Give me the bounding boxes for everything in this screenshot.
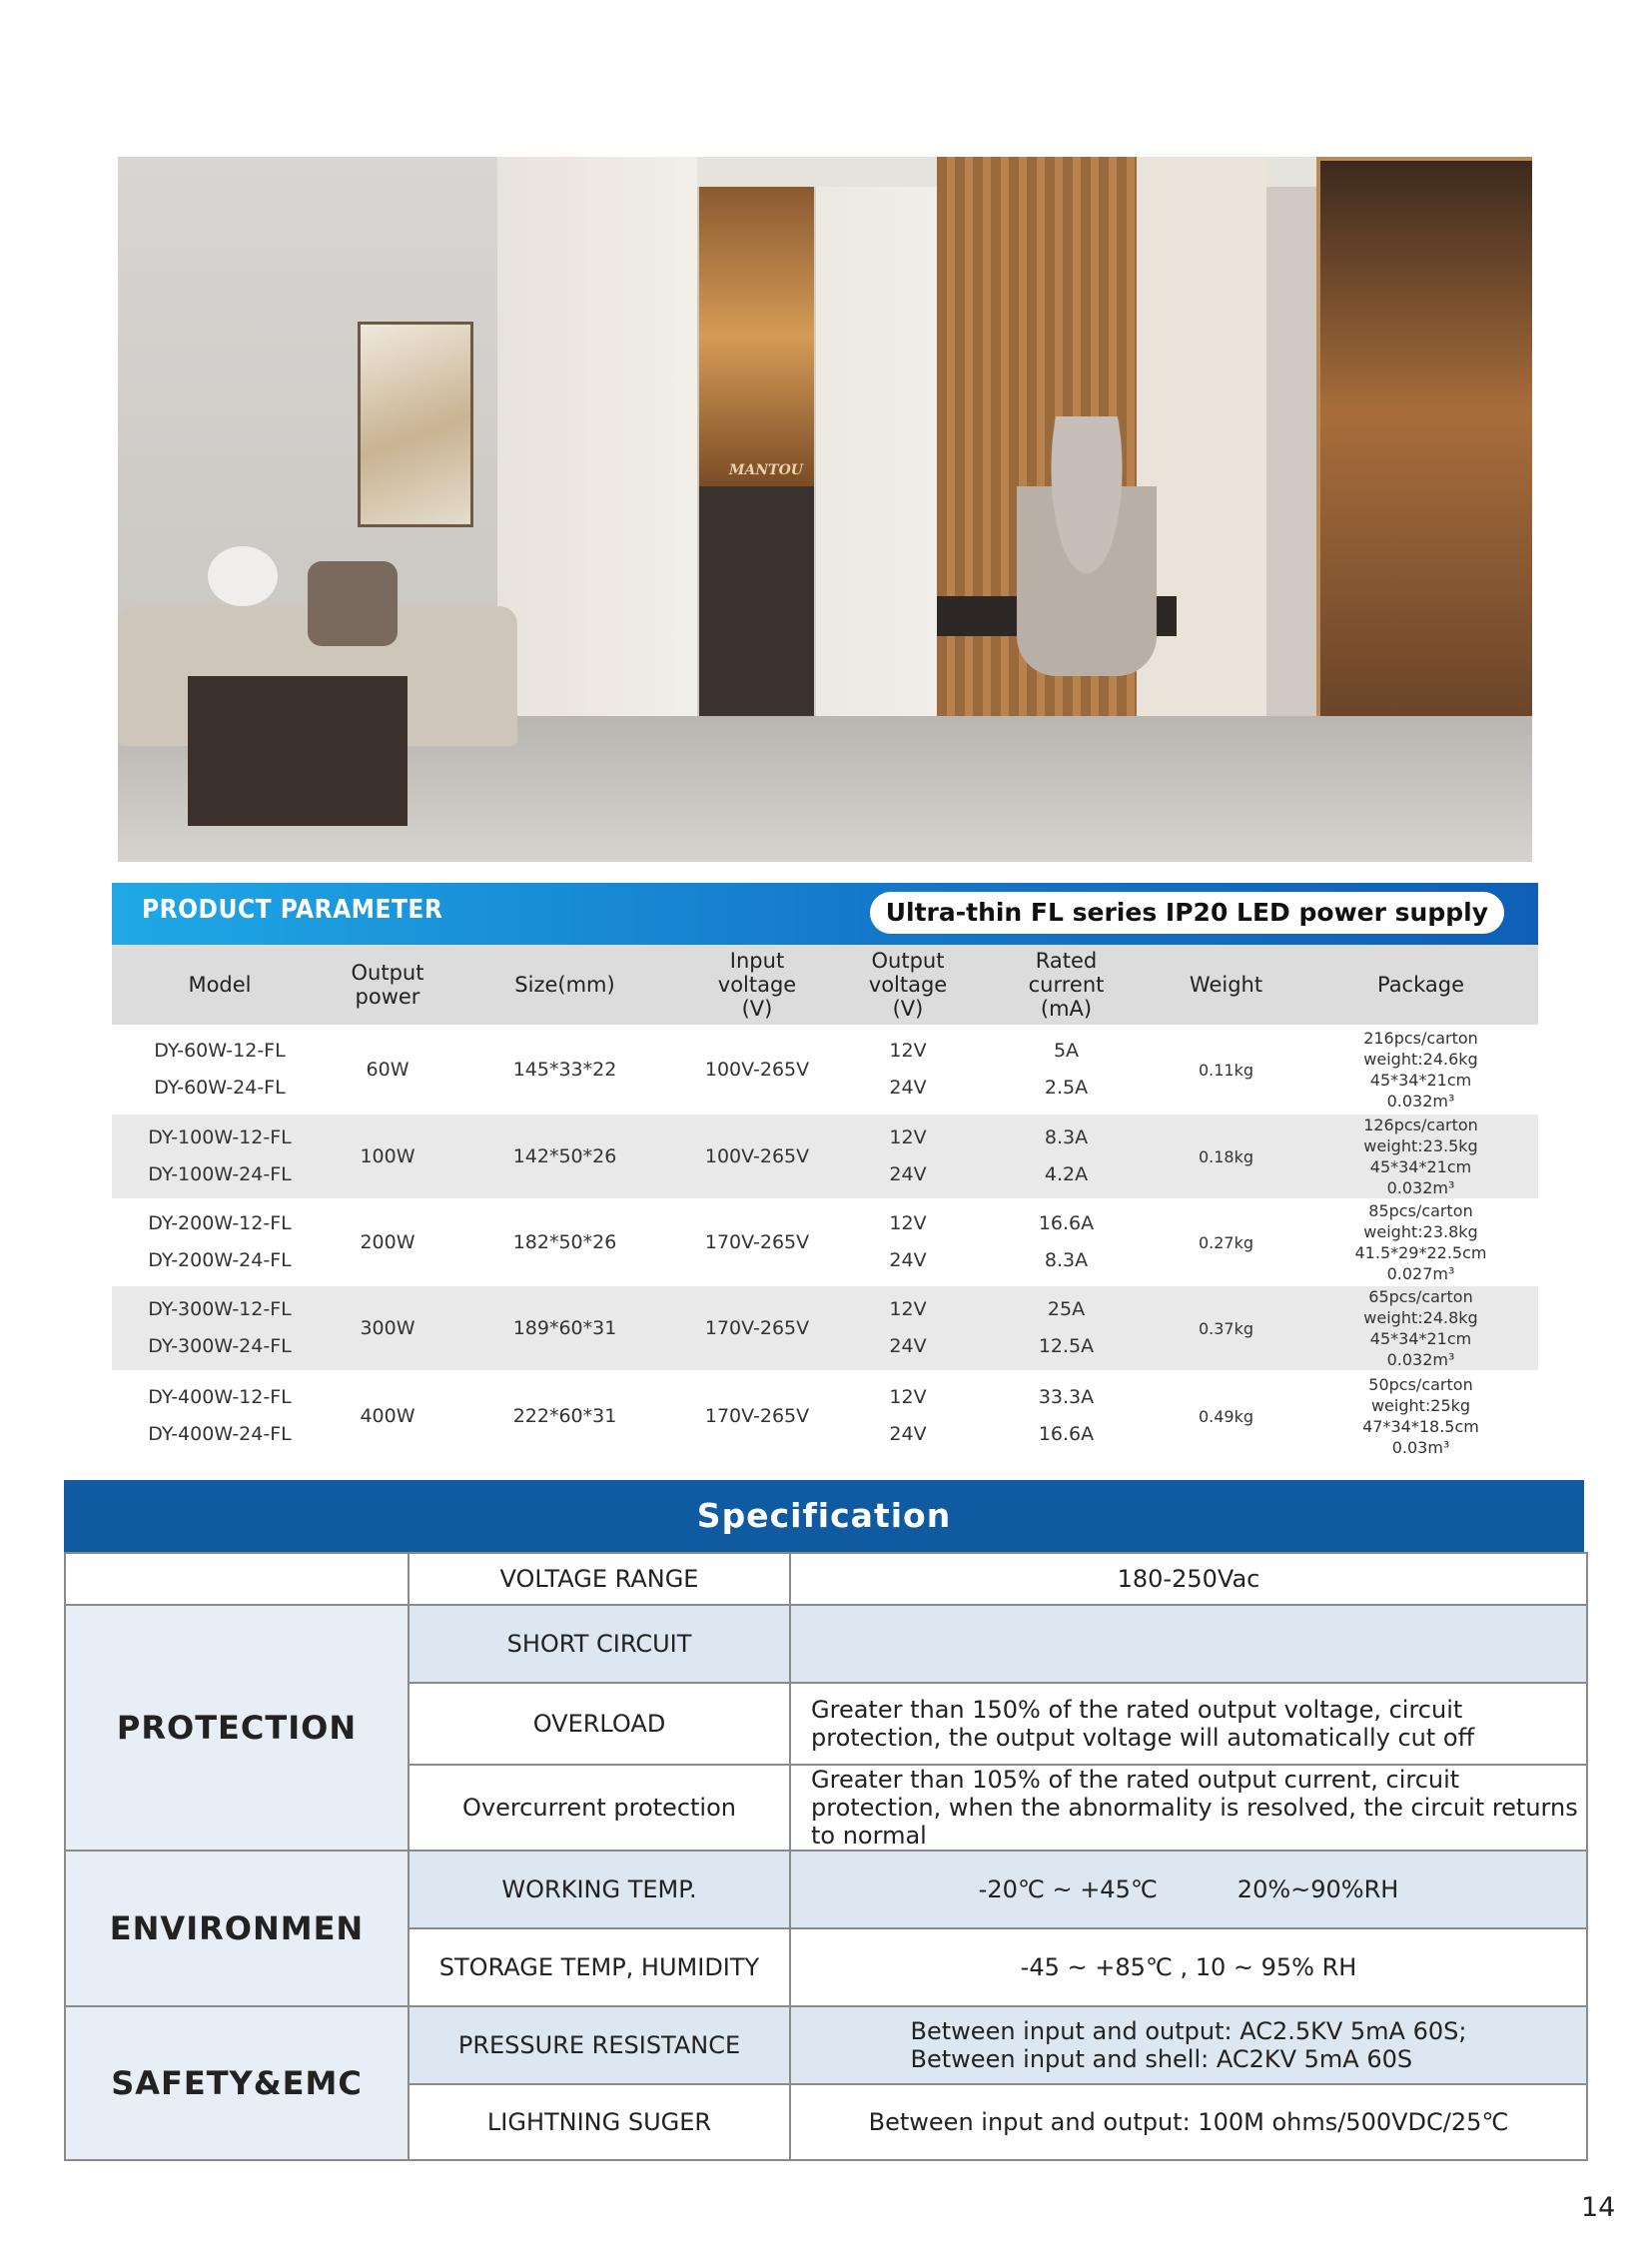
spec-label: PRESSURE RESISTANCE bbox=[409, 2006, 790, 2084]
output-12v: 12V bbox=[889, 1040, 927, 1062]
input-cell: 100V-265V bbox=[682, 1115, 832, 1198]
product-parameter-bar bbox=[112, 883, 1538, 945]
spec-label: LIGHTNING SUGER bbox=[409, 2084, 790, 2160]
package-dims: 45*34*21cm bbox=[1369, 1329, 1472, 1348]
output-12v: 12V bbox=[889, 1126, 927, 1148]
package-weight: weight:24.6kg bbox=[1363, 1050, 1478, 1069]
current-cell bbox=[984, 1370, 1149, 1462]
package-cell bbox=[1303, 1370, 1538, 1462]
header-input-voltage bbox=[682, 945, 832, 1025]
header-output-power bbox=[328, 945, 447, 1025]
size-cell: 145*33*22 bbox=[512, 1059, 617, 1081]
current-cell bbox=[984, 1198, 1149, 1286]
spec-row-voltage-range bbox=[65, 1553, 1587, 1605]
output-12v: 12V bbox=[889, 1298, 927, 1320]
package-dims: 47*34*18.5cm bbox=[1362, 1417, 1479, 1436]
model-cell bbox=[112, 1198, 328, 1286]
package-qty: 216pcs/carton bbox=[1363, 1029, 1478, 1048]
package-volume: 0.032m³ bbox=[1386, 1092, 1455, 1111]
photo-cushion bbox=[308, 561, 398, 646]
input-cell: 100V-265V bbox=[704, 1059, 810, 1081]
photo-brand-text: MANTOU bbox=[729, 462, 803, 478]
spec-label: OVERLOAD bbox=[409, 1683, 790, 1765]
input-cell: 170V-265V bbox=[704, 1405, 810, 1427]
photo-painting bbox=[358, 322, 473, 527]
spec-empty-cell bbox=[65, 1553, 409, 1605]
current-12v: 25A bbox=[1047, 1298, 1086, 1320]
package-volume: 0.032m³ bbox=[1386, 1178, 1455, 1197]
model-cell bbox=[112, 1286, 328, 1370]
output-voltage-cell bbox=[832, 1370, 984, 1462]
package-dims: 45*34*21cm bbox=[1369, 1157, 1472, 1176]
current-12v: 33.3A bbox=[1038, 1386, 1095, 1408]
model-cell bbox=[112, 1115, 328, 1198]
size-cell: 222*60*31 bbox=[512, 1405, 617, 1427]
spec-value: -45 ~ +85℃ , 10 ~ 95% RH bbox=[790, 1928, 1587, 2006]
table-header-row bbox=[112, 945, 1538, 1025]
current-cell bbox=[984, 1025, 1149, 1115]
header-weight: Weight bbox=[1149, 945, 1303, 1025]
spec-label: Overcurrent protection bbox=[409, 1765, 790, 1851]
package-qty: 126pcs/carton bbox=[1363, 1116, 1478, 1134]
size-cell: 142*50*26 bbox=[447, 1115, 682, 1198]
spec-value bbox=[790, 1851, 1587, 1928]
header-output-voltage-text: Output voltage (V) bbox=[868, 948, 948, 1022]
model-cell bbox=[112, 1025, 328, 1115]
photo-glass-cabinet bbox=[1316, 157, 1532, 724]
output-voltage-cell bbox=[832, 1115, 984, 1198]
output-24v: 24V bbox=[889, 1423, 927, 1445]
model-cell bbox=[112, 1370, 328, 1462]
header-size: Size(mm) bbox=[447, 945, 682, 1025]
spec-category-environment: ENVIRONMEN bbox=[65, 1851, 409, 2006]
spec-category-safety: SAFETY&EMC bbox=[65, 2006, 409, 2160]
spec-value bbox=[790, 1605, 1587, 1683]
current-24v: 8.3A bbox=[1044, 1249, 1089, 1271]
product-parameter-table bbox=[112, 945, 1538, 1462]
size-cell: 182*50*26 bbox=[512, 1231, 617, 1253]
spec-value bbox=[790, 2006, 1587, 2084]
series-subtitle-pill: Ultra-thin FL series IP20 LED power supply bbox=[870, 892, 1504, 934]
spec-label: STORAGE TEMP, HUMIDITY bbox=[409, 1928, 790, 2006]
current-cell bbox=[984, 1115, 1149, 1198]
model-12v: DY-400W-12-FL bbox=[148, 1386, 292, 1408]
model-12v: DY-300W-12-FL bbox=[148, 1298, 292, 1320]
model-24v: DY-200W-24-FL bbox=[148, 1249, 292, 1271]
spec-category-protection: PROTECTION bbox=[65, 1605, 409, 1851]
weight-cell: 0.11kg bbox=[1198, 1060, 1254, 1080]
package-weight: weight:24.8kg bbox=[1363, 1308, 1478, 1327]
package-dims: 41.5*29*22.5cm bbox=[1354, 1243, 1487, 1262]
current-cell bbox=[984, 1286, 1149, 1370]
weight-cell: 0.49kg bbox=[1198, 1406, 1254, 1426]
photo-partition bbox=[497, 157, 697, 716]
model-12v: DY-100W-12-FL bbox=[148, 1126, 292, 1148]
photo-lamp bbox=[208, 546, 278, 606]
input-cell: 170V-265V bbox=[704, 1231, 810, 1253]
package-qty: 50pcs/carton bbox=[1368, 1375, 1473, 1394]
pressure-line-1: Between input and output: AC2.5KV 5mA 60S; bbox=[910, 2017, 1467, 2045]
specification-table bbox=[64, 1552, 1588, 2161]
header-model: Model bbox=[112, 945, 328, 1025]
page-number: 14 bbox=[1581, 2192, 1616, 2223]
package-dims: 45*34*21cm bbox=[1369, 1071, 1472, 1090]
output-voltage-cell bbox=[832, 1286, 984, 1370]
header-rated-current bbox=[984, 945, 1149, 1025]
header-output-power-text: Output power bbox=[351, 960, 424, 1009]
header-package: Package bbox=[1303, 945, 1538, 1025]
current-24v: 2.5A bbox=[1044, 1077, 1089, 1099]
power-cell: 60W bbox=[366, 1059, 410, 1081]
power-cell: 300W bbox=[328, 1286, 447, 1370]
pressure-line-2: Between input and shell: AC2KV 5mA 60S bbox=[910, 2045, 1413, 2073]
package-volume: 0.027m³ bbox=[1386, 1264, 1455, 1283]
working-humidity-value: 20%~90%RH bbox=[1237, 1875, 1399, 1903]
package-weight: weight:23.8kg bbox=[1363, 1222, 1478, 1241]
table-row bbox=[112, 1115, 1538, 1198]
package-cell bbox=[1303, 1286, 1538, 1370]
interior-photo bbox=[118, 157, 1532, 862]
photo-figure bbox=[1017, 416, 1157, 676]
model-24v: DY-400W-24-FL bbox=[148, 1423, 292, 1445]
input-cell: 170V-265V bbox=[682, 1286, 832, 1370]
spec-value: 180-250Vac bbox=[790, 1553, 1587, 1605]
package-cell bbox=[1303, 1025, 1538, 1115]
spec-row-pressure bbox=[65, 2006, 1587, 2084]
power-cell: 200W bbox=[360, 1231, 415, 1253]
model-24v: DY-100W-24-FL bbox=[148, 1163, 292, 1185]
spec-value: Between input and output: 100M ohms/500VDC/25℃ bbox=[790, 2084, 1587, 2160]
table-row bbox=[112, 1025, 1538, 1115]
power-cell: 400W bbox=[360, 1405, 415, 1427]
header-input-voltage-text: Input voltage (V) bbox=[717, 948, 797, 1022]
package-weight: weight:25kg bbox=[1370, 1396, 1471, 1415]
output-voltage-cell bbox=[832, 1025, 984, 1115]
table-row bbox=[112, 1198, 1538, 1286]
package-volume: 0.03m³ bbox=[1391, 1438, 1450, 1457]
output-24v: 24V bbox=[889, 1335, 927, 1357]
photo-coffee-table bbox=[188, 676, 408, 826]
model-24v: DY-60W-24-FL bbox=[154, 1077, 286, 1099]
package-qty: 85pcs/carton bbox=[1368, 1201, 1473, 1220]
spec-label: WORKING TEMP. bbox=[409, 1851, 790, 1928]
weight-cell: 0.37kg bbox=[1149, 1286, 1303, 1370]
current-24v: 16.6A bbox=[1038, 1423, 1095, 1445]
header-output-voltage bbox=[832, 945, 984, 1025]
package-cell bbox=[1303, 1198, 1538, 1286]
power-cell: 100W bbox=[328, 1115, 447, 1198]
weight-cell: 0.27kg bbox=[1198, 1232, 1254, 1252]
table-row bbox=[112, 1286, 1538, 1370]
header-rated-current-text: Rated current (mA) bbox=[1028, 948, 1105, 1022]
spec-row-short-circuit bbox=[65, 1605, 1587, 1683]
photo-lit-niche bbox=[699, 187, 814, 486]
current-24v: 12.5A bbox=[1038, 1335, 1095, 1357]
output-24v: 24V bbox=[889, 1163, 927, 1185]
output-12v: 12V bbox=[889, 1212, 927, 1234]
package-cell bbox=[1303, 1115, 1538, 1198]
package-volume: 0.032m³ bbox=[1386, 1350, 1455, 1369]
working-temp-value: -20℃ ~ +45℃ bbox=[978, 1875, 1158, 1903]
spec-label: VOLTAGE RANGE bbox=[409, 1553, 790, 1605]
output-24v: 24V bbox=[889, 1077, 927, 1099]
output-24v: 24V bbox=[889, 1249, 927, 1271]
model-12v: DY-200W-12-FL bbox=[148, 1212, 292, 1234]
package-weight: weight:23.5kg bbox=[1363, 1136, 1478, 1155]
spec-value: Greater than 105% of the rated output current, circuit protection, when the abnormality is resolved, the circuit returns to normal bbox=[790, 1765, 1587, 1851]
weight-cell: 0.18kg bbox=[1149, 1115, 1303, 1198]
spec-value: Greater than 150% of the rated output voltage, circuit protection, the output voltage will automatically cut off bbox=[790, 1683, 1587, 1765]
output-voltage-cell bbox=[832, 1198, 984, 1286]
table-row bbox=[112, 1370, 1538, 1462]
spec-label: SHORT CIRCUIT bbox=[409, 1605, 790, 1683]
package-qty: 65pcs/carton bbox=[1368, 1287, 1473, 1306]
current-12v: 8.3A bbox=[1044, 1126, 1089, 1148]
current-24v: 4.2A bbox=[1044, 1163, 1089, 1185]
specification-title-bar: Specification bbox=[64, 1480, 1584, 1552]
current-12v: 5A bbox=[1053, 1040, 1080, 1062]
spec-row-working-temp bbox=[65, 1851, 1587, 1928]
product-parameter-title: PRODUCT PARAMETER bbox=[142, 895, 443, 925]
size-cell: 189*60*31 bbox=[447, 1286, 682, 1370]
current-12v: 16.6A bbox=[1038, 1212, 1095, 1234]
model-12v: DY-60W-12-FL bbox=[154, 1040, 286, 1062]
model-24v: DY-300W-24-FL bbox=[148, 1335, 292, 1357]
output-12v: 12V bbox=[889, 1386, 927, 1408]
